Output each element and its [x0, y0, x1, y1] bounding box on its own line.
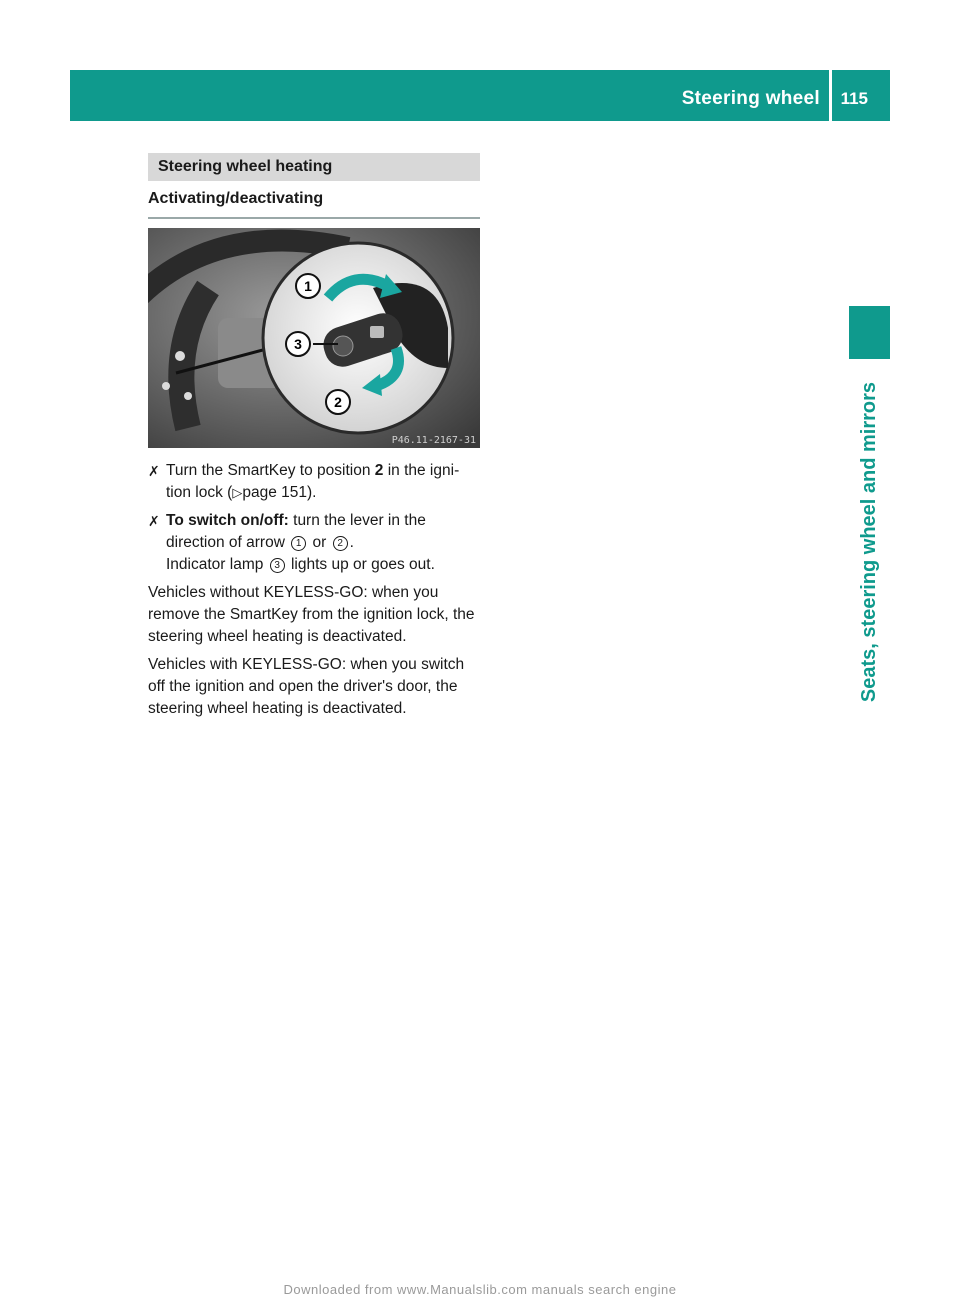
step-1-text-cont: in the igni-tion lock (: [166, 462, 460, 501]
step-marker-icon: ✗: [148, 513, 160, 529]
steering-lever-photo: [148, 228, 480, 448]
header-separator: [829, 70, 832, 121]
page-number: 115: [840, 89, 868, 108]
photo-illustration: [148, 228, 480, 448]
callout-2-label: 2: [334, 394, 342, 410]
section-title: Steering wheel heating: [158, 158, 333, 175]
step-2-text: turn the lever in the direction of arrow: [166, 512, 426, 551]
step-2-or: or: [308, 534, 331, 551]
step-1: [148, 460, 484, 504]
subheading-rule: [148, 217, 480, 219]
subheading: Activating/deactivating: [148, 190, 324, 207]
step-2: [148, 510, 484, 576]
header-title: Steering wheel: [681, 88, 820, 109]
instructions: [148, 460, 484, 726]
step-marker-icon: ✗: [148, 463, 160, 479]
arrow-2-ref: 2: [333, 536, 348, 551]
figure-id: P46.11-2167-31: [391, 435, 476, 446]
step-1-text: Turn the SmartKey to position: [166, 462, 375, 479]
footer-watermark: Downloaded from www.Manualslib.com manuals search engine: [283, 1282, 677, 1297]
indicator-text: Indicator lamp: [166, 556, 268, 573]
lamp-3-ref: 3: [270, 558, 285, 573]
paragraph-with-keyless-go: Vehicles with KEYLESS-GO: when you switch off the ignition and open the driver's door, the steering wheel heating is deactivated.: [148, 656, 465, 717]
indicator-text-cont: lights up or goes out.: [286, 556, 435, 573]
chapter-title: Seats, steering wheel and mirrors: [858, 381, 880, 703]
header-bar: [70, 70, 890, 121]
step-2-end: .: [349, 534, 354, 551]
position-value: 2: [374, 462, 384, 479]
page-reference-link[interactable]: page 151: [242, 484, 307, 501]
step-1-end: ).: [307, 484, 317, 501]
paragraph-without-keyless-go: Vehicles without KEYLESS-GO: when you remove the SmartKey from the ignition lock, the steering wheel heating is deactivated.: [148, 584, 475, 645]
callout-3-label: 3: [294, 336, 302, 352]
arrow-1-ref: 1: [291, 536, 306, 551]
page-ref-arrow-icon: ▷: [232, 485, 243, 500]
step-2-label: To switch on/off:: [166, 512, 289, 529]
callout-1-label: 1: [304, 278, 312, 294]
section-bar: [148, 153, 480, 181]
